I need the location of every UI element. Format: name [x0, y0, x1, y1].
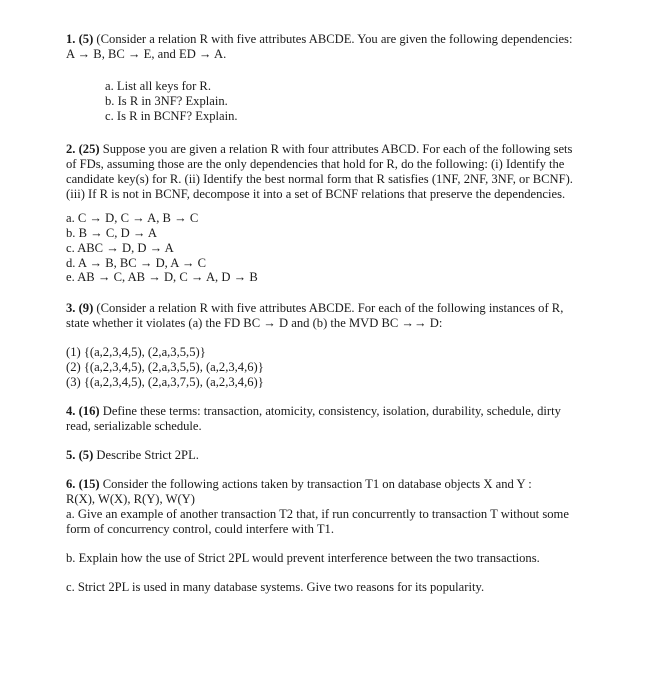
q6-item-a-line-2: form of concurrency control, could interfere with T1. [66, 522, 334, 536]
q2-line-1 [66, 142, 572, 158]
q3-line-1 [66, 301, 563, 317]
q1-item-b: b. Is R in 3NF? Explain. [105, 94, 228, 108]
q5-number: 5. (5) [66, 448, 94, 462]
q4-line-2: read, serializable schedule. [66, 419, 202, 433]
q5-line-1 [66, 448, 199, 464]
q2-line-3: candidate key(s) for R. (ii) Identify the best normal form that R satisfies (1NF, 2NF, 3NF, or BCNF). [66, 172, 573, 186]
q2-item-b: b. B → C, D → A [66, 226, 157, 240]
q6-number: 6. (15) [66, 477, 100, 491]
q3-text-1: (Consider a relation R with five attributes ABCDE. For each of the following instances of R, [93, 301, 564, 315]
q2-item-a: a. C → D, C → A, B → C [66, 211, 199, 225]
q6-item-c: c. Strict 2PL is used in many database systems. Give two reasons for its popularity. [66, 580, 485, 594]
q2-item-d: d. A → B, BC → D, A → C [66, 256, 206, 270]
q6-text-1: Consider the following actions taken by transaction T1 on database objects X and Y : [99, 477, 532, 491]
q2-text-1: Suppose you are given a relation R with four attributes ABCD. For each of the following sets [99, 142, 573, 156]
q2-item-e: e. AB → C, AB → D, C → A, D → B [66, 270, 258, 284]
q3-number: 3. (9) [66, 301, 94, 315]
q1-item-c: c. Is R in BCNF? Explain. [105, 109, 238, 123]
q6-line-1 [66, 477, 532, 493]
q4-number: 4. (16) [66, 404, 100, 418]
q3-line-2: state whether it violates (a) the FD BC → D and (b) the MVD BC →→ D: [66, 316, 443, 330]
q1-number: 1. (5) [66, 32, 94, 46]
q6-item-a-line-1: a. Give an example of another transaction T2 that, if run concurrently to transaction T without some [66, 507, 569, 521]
q1-item-a: a. List all keys for R. [105, 79, 211, 93]
q1-text-1: (Consider a relation R with five attributes ABCDE. You are given the following dependencies: [93, 32, 573, 46]
q1-line-2: A → B, BC → E, and ED → A. [66, 47, 227, 61]
q3-instance-1: (1) {(a,2,3,4,5), (2,a,3,5,5)} [66, 345, 206, 359]
q1-line-1 [66, 32, 572, 48]
q4-text-1: Define these terms: transaction, atomicity, consistency, isolation, durability, schedule, dirty [99, 404, 561, 418]
q3-instance-3: (3) {(a,2,3,4,5), (2,a,3,7,5), (a,2,3,4,6)} [66, 375, 264, 389]
q2-item-c: c. ABC → D, D → A [66, 241, 174, 255]
q2-line-4: (iii) If R is not in BCNF, decompose it into a set of BCNF relations that preserve the dependencies. [66, 187, 566, 201]
q4-line-1 [66, 404, 561, 420]
q2-number: 2. (25) [66, 142, 100, 156]
q6-item-b: b. Explain how the use of Strict 2PL would prevent interference between the two transactions. [66, 551, 540, 565]
q5-text: Describe Strict 2PL. [93, 448, 199, 462]
q6-actions: R(X), W(X), R(Y), W(Y) [66, 492, 195, 506]
q3-instance-2: (2) {(a,2,3,4,5), (2,a,3,5,5), (a,2,3,4,6)} [66, 360, 264, 374]
q2-line-2: of FDs, assuming those are the only dependencies that hold for R, do the following: (i) Identify the [66, 157, 565, 171]
